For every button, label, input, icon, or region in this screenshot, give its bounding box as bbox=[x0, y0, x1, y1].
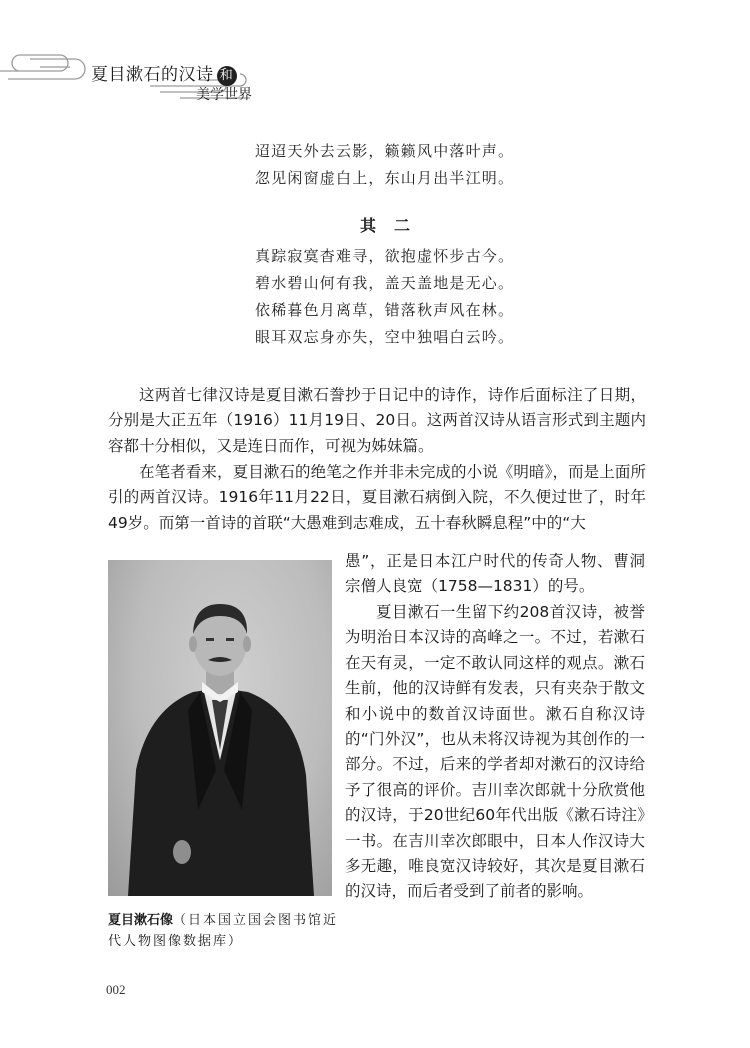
page-number: 002 bbox=[106, 982, 126, 997]
book-title: 夏目漱石的汉诗 bbox=[91, 65, 214, 85]
caption-title: 夏目漱石像 bbox=[108, 913, 174, 928]
poem-line: 依稀暮色月离草，错落秋声风在林。 bbox=[255, 301, 515, 319]
figure-caption bbox=[108, 910, 340, 952]
poem-line: 迢迢天外去云影，籁籁风中落叶声。 bbox=[255, 142, 515, 160]
running-header-subtitle: 美学世界 bbox=[196, 87, 252, 103]
portrait-photo bbox=[108, 560, 332, 896]
title-badge: 和 bbox=[217, 66, 237, 86]
body-paragraph: 在笔者看来，夏目漱石的绝笔之作并非未完成的小说《明暗》，而是上面所引的两首汉诗。1916年11月22日，夏目漱石病倒入院，不久便过世了，时年49岁。而第一首诗的首联“大愚难到志难成，五十春秋瞬息程”中的“大 bbox=[108, 463, 646, 532]
poem-line: 碧水碧山何有我，盖天盖地是无心。 bbox=[255, 274, 515, 292]
body-paragraph: 这两首七律汉诗是夏目漱石誊抄于日记中的诗作，诗作后面标注了日期，分别是大正五年（1916）11月19日、20日。这两首汉诗从语言形式到主题内容都十分相似，又是连日而作，可视为姊妹篇。 bbox=[108, 386, 646, 455]
caption-source: （日本国立国会图书馆近代人物图像数据库） bbox=[108, 913, 339, 949]
body-paragraph-continued: 愚”，正是日本江户时代的传奇人物、曹洞宗僧人良宽（1758—1831）的号。 bbox=[345, 552, 645, 596]
body-paragraph: 夏目漱石一生留下约208首汉诗，被誉为明治日本汉诗的高峰之一。不过，若漱石在天有灵，一定不敢认同这样的观点。漱石生前，他的汉诗鲜有发表，只有夹杂于散文和小说中的数首汉诗面世。漱石自称汉诗的“门外汉”，也从未将汉诗视为其创作的一部分。不过，后来的学者却对漱石的汉诗给予了很高的评价。吉川幸次郎就十分欣赏他的汉诗，于20世纪60年代出版《漱石诗注》一书。在吉川幸次郎眼中，日本人作汉诗大多无趣，唯良宽汉诗较好，其次是夏目漱石的汉诗，而后者受到了前者的影响。 bbox=[345, 603, 645, 901]
poem-line: 真踪寂寞杳难寻，欲抱虚怀步古今。 bbox=[255, 247, 515, 265]
poem-heading: 其二 bbox=[360, 216, 429, 235]
poem-line: 忽见闲窗虚白上，东山月出半江明。 bbox=[255, 169, 515, 187]
running-header-title bbox=[91, 60, 237, 86]
poem-line: 眼耳双忘身亦失，空中独唱白云吟。 bbox=[255, 328, 515, 346]
